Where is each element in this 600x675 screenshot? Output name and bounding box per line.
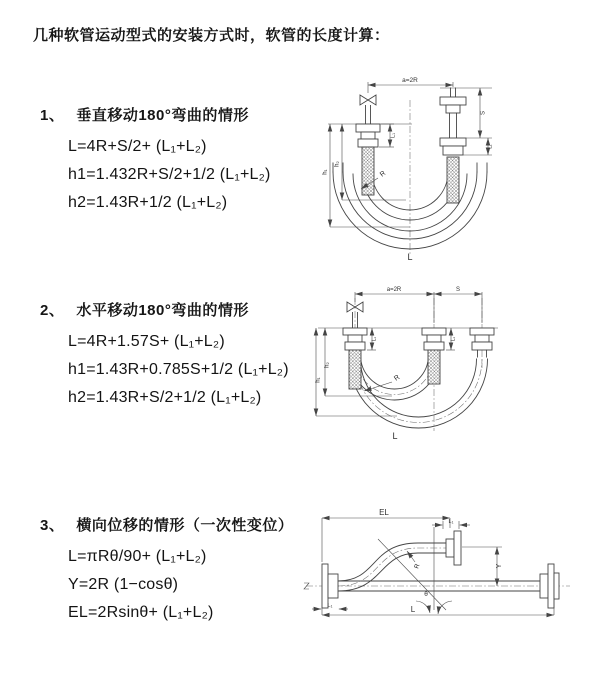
s-curve-hose bbox=[338, 543, 446, 591]
formula-line: L=4R+S/2+ (L₁+L₂) bbox=[68, 138, 207, 155]
section-2-heading-text: 水平移动180°弯曲的情形 bbox=[76, 302, 249, 319]
dimension-l1-middle bbox=[446, 328, 457, 350]
formula-line: h2=1.43R+1/2 (L₁+L₂) bbox=[68, 194, 228, 211]
braided-hose-section bbox=[362, 147, 374, 195]
dim-label-el: EL bbox=[379, 508, 389, 517]
left-pipe-fitting bbox=[343, 328, 367, 389]
dim-label-l1: L₁ bbox=[371, 336, 378, 342]
left-flange bbox=[322, 564, 338, 608]
dim-label-l1: L₁ bbox=[390, 133, 397, 138]
valve-icon bbox=[360, 95, 376, 124]
formula-line: EL=2Rsinθ+ (L₁+L₂) bbox=[68, 604, 214, 621]
radius-callout bbox=[407, 551, 422, 570]
page-title: 几种软管运动型式的安装方式时，软管的长度计算： bbox=[33, 27, 390, 44]
figure-lateral-displacement bbox=[298, 503, 590, 625]
length-label-l: L bbox=[407, 252, 413, 262]
section-3-number: 3、 bbox=[40, 517, 65, 534]
section-2-heading bbox=[40, 299, 289, 320]
dimension-l1-left bbox=[367, 328, 378, 350]
braided-hose-section bbox=[349, 350, 361, 389]
dim-label-l1: L₁ bbox=[487, 144, 494, 149]
section-3-heading-text: 横向位移的情形（一次性变位） bbox=[76, 517, 294, 534]
dimension-el bbox=[322, 508, 450, 562]
dimension-a2r bbox=[355, 287, 434, 323]
dim-label-h2: h₂ bbox=[334, 161, 341, 167]
formula-line: L=πRθ/90+ (L₁+L₂) bbox=[68, 548, 207, 565]
braided-hose-section bbox=[447, 157, 459, 203]
dim-label-s: S bbox=[480, 110, 487, 116]
right-flange bbox=[540, 564, 559, 608]
section-3-heading bbox=[40, 514, 293, 535]
angle-construction bbox=[378, 527, 452, 614]
dimension-a2r bbox=[368, 77, 453, 93]
section-2-formulas bbox=[68, 328, 289, 412]
dim-label-h2: h₂ bbox=[324, 362, 331, 368]
dimension-l1-right bbox=[463, 138, 494, 155]
figure-horizontal-180-bend bbox=[312, 283, 597, 453]
angle-label-theta: θ bbox=[424, 591, 428, 598]
dim-label-h1: h₁ bbox=[315, 377, 322, 383]
section-3 bbox=[40, 514, 293, 627]
dim-label-r: R bbox=[393, 374, 402, 383]
dim-label-s: S bbox=[455, 287, 461, 293]
dim-label-l1: L₁ bbox=[450, 336, 457, 342]
formula-line: h1=1.43R+0.785S+1/2 (L₁+L₂) bbox=[68, 361, 289, 378]
section-1-heading bbox=[40, 104, 271, 125]
dim-label-l: L bbox=[410, 605, 416, 614]
pipe-centerlines bbox=[355, 298, 482, 431]
section-1-number: 1、 bbox=[40, 107, 65, 124]
dim-label-l1: L₁ bbox=[327, 603, 333, 609]
middle-pipe-fitting bbox=[422, 328, 446, 384]
braided-hose-section bbox=[428, 350, 440, 384]
right-pipe-fitting bbox=[440, 88, 466, 203]
dimension-l1-left bbox=[379, 124, 397, 147]
dim-label-l1: L₁ bbox=[448, 519, 454, 525]
formula-line: L=4R+1.57S+ (L₁+L₂) bbox=[68, 333, 225, 350]
formula-line: Y=2R (1−cosθ) bbox=[68, 576, 179, 593]
dimension-y bbox=[462, 547, 503, 586]
dim-label-a2r: a=2R bbox=[386, 287, 402, 293]
dim-label-a2r: a=2R bbox=[402, 77, 418, 84]
section-2-number: 2、 bbox=[40, 302, 65, 319]
dim-label-r: R bbox=[413, 562, 422, 570]
hose-u-bend-arcs bbox=[350, 355, 488, 428]
section-1 bbox=[40, 104, 271, 217]
section-2 bbox=[40, 299, 289, 412]
length-label-l: L bbox=[392, 431, 398, 441]
dimension-s bbox=[434, 287, 482, 323]
dimension-l1-top bbox=[432, 519, 470, 529]
formula-line: h2=1.43R+S/2+1/2 (L₁+L₂) bbox=[68, 389, 262, 406]
upper-right-flange bbox=[446, 531, 461, 565]
section-1-formulas bbox=[68, 133, 271, 217]
figure-vertical-180-bend bbox=[320, 72, 585, 264]
dim-label-y: Y bbox=[496, 563, 503, 569]
dimension-l1-bottom bbox=[312, 603, 348, 609]
dim-label-h1: h₁ bbox=[322, 169, 329, 175]
section-3-formulas bbox=[68, 543, 293, 627]
dim-label-r: R bbox=[378, 169, 388, 179]
radius-callout bbox=[364, 374, 401, 391]
formula-line: h1=1.432R+S/2+1/2 (L₁+L₂) bbox=[68, 166, 271, 183]
section-1-heading-text: 垂直移动180°弯曲的情形 bbox=[76, 107, 249, 124]
